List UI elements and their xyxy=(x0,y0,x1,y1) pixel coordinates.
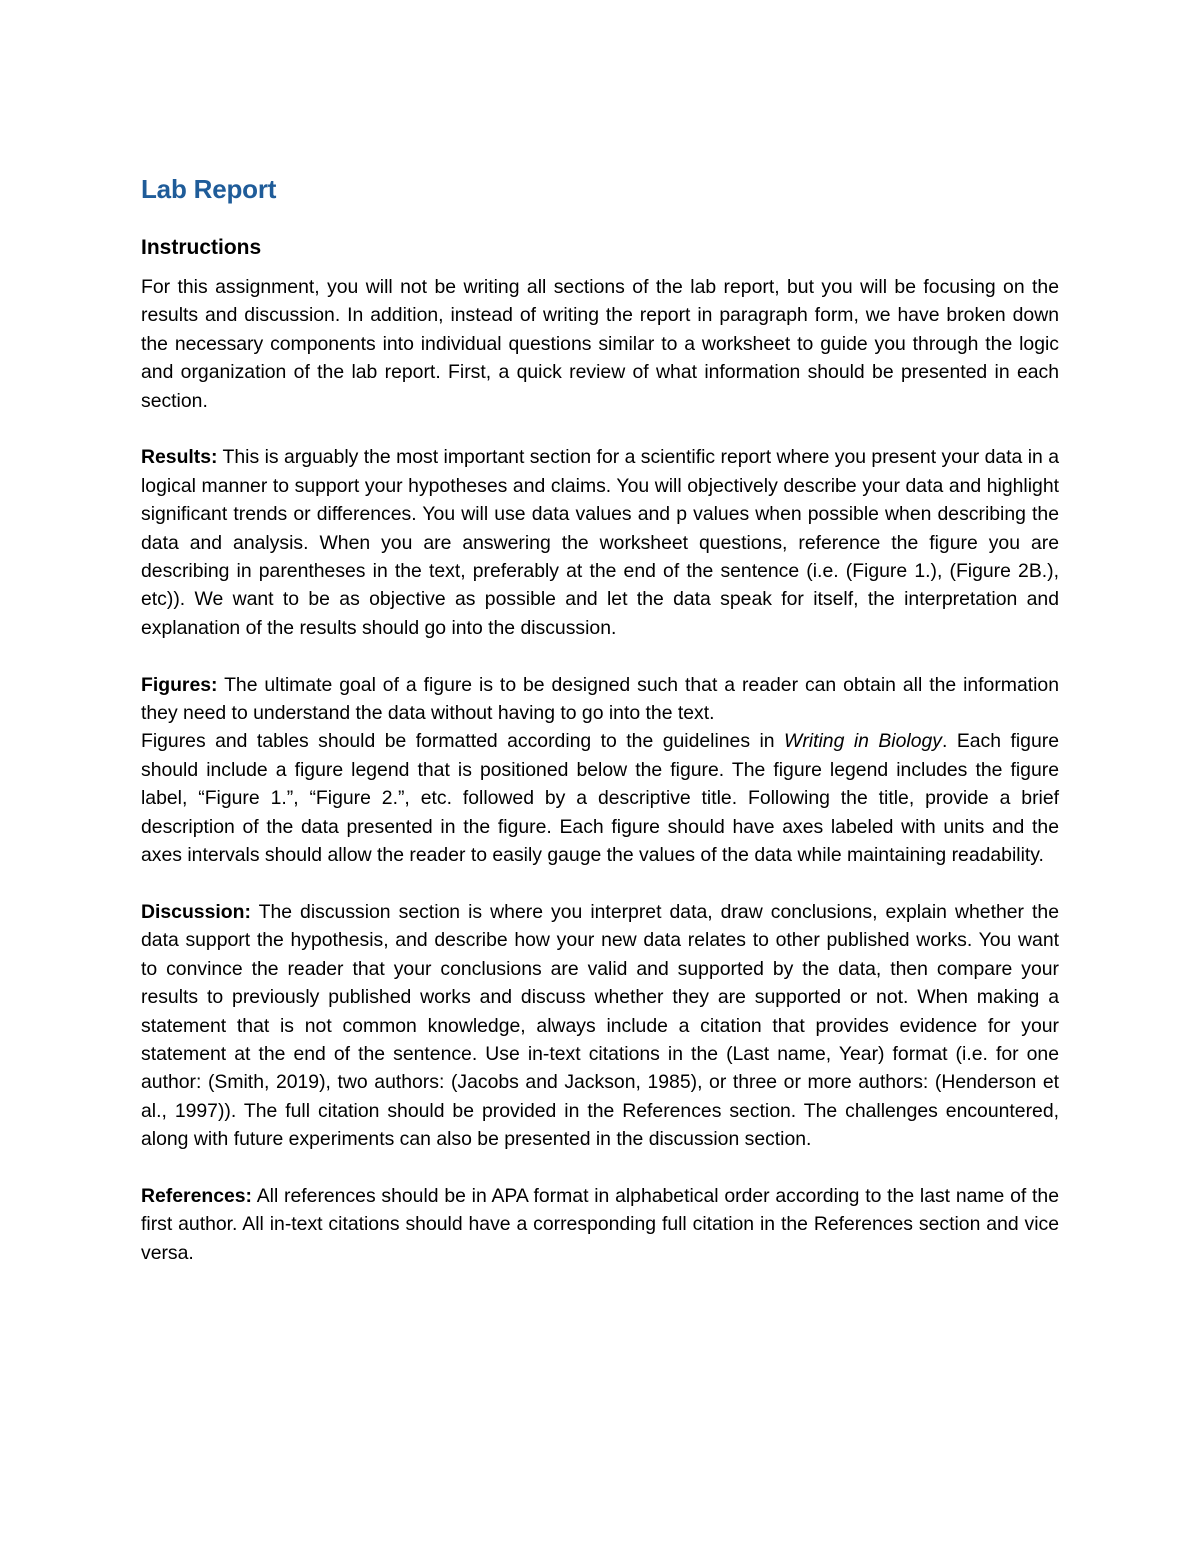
figures-guidelines-text-before: Figures and tables should be formatted according to the guidelines in xyxy=(141,730,785,753)
figures-paragraph xyxy=(141,671,1059,728)
paragraph-spacer xyxy=(141,870,1059,898)
document-title: Lab Report xyxy=(141,174,277,204)
paragraph-spacer xyxy=(141,415,1059,443)
discussion-paragraph xyxy=(141,898,1059,1154)
instructions-heading: Instructions xyxy=(141,236,262,259)
references-text: All references should be in APA format in alphabetical order according to the last name of the first author. All in-text citations should have a corresponding full citation in the References section and vice versa. xyxy=(141,1184,1059,1264)
figures-text: The ultimate goal of a figure is to be designed such that a reader can obtain all the information they need to understand the data without having to go into the text. xyxy=(141,673,1059,725)
discussion-text: The discussion section is where you interpret data, draw conclusions, explain whether the data support the hypothesis, and describe how your new data relates to other published works. You want to convince the reader that your conclusions are valid and supported by the data, then compare your results to previously published works and discuss whether they are supported or not. When making a statement that is not common knowledge, always include a citation that provides evidence for your statement at the end of the sentence. Use in-text citations in the (Last name, Year) format (i.e. for one author: (Smith, 2019), two authors: (Jacobs and Jackson, 1985), or three or more authors: (Henderson et al., 1997)). The full citation should be provided in the References section. The challenges encountered, along with future experiments can also be presented in the discussion section. xyxy=(141,900,1059,1151)
references-label: References: xyxy=(141,1184,253,1207)
results-text: This is arguably the most important section for a scientific report where you present your data in a logical manner to support your hypotheses and claims. You will objectively describe your data and highlight significant trends or differences. You will use data values and p values when possible when describing the data and analysis. When you are answering the worksheet questions, reference the figure you are describing in parentheses in the text, preferably at the end of the sentence (i.e. (Figure 1.), (Figure 2B.), etc)). We want to be as objective as possible and let the data speak for itself, the interpretation and explanation of the results should go into the discussion. xyxy=(141,446,1059,639)
discussion-label: Discussion: xyxy=(141,900,251,923)
paragraph-spacer xyxy=(141,642,1059,670)
figures-guidelines-text-after: . Each figure should include a figure legend that is positioned below the figure. The figure legend includes the figure label, “Figure 1.”, “Figure 2.”, etc. followed by a descriptive title. Following the title, provide a brief description of the data presented in the figure. Each figure should have axes labeled with units and the axes intervals should allow the reader to easily gauge the values of the data while maintaining readability. xyxy=(141,730,1059,867)
figures-label: Figures: xyxy=(141,673,218,696)
paragraph-spacer xyxy=(141,1154,1059,1182)
document-page xyxy=(141,170,1059,1267)
results-label: Results: xyxy=(141,446,218,469)
references-paragraph xyxy=(141,1182,1059,1267)
figures-guidelines-paragraph xyxy=(141,727,1059,869)
instructions-paragraph: For this assignment, you will not be writing all sections of the lab report, but you will be focusing on the results and discussion. In addition, instead of writing the report in paragraph form, we have broken down the necessary components into individual questions similar to a worksheet to guide you through the logic and organization of the lab report. First, a quick review of what information should be presented in each section. xyxy=(141,276,1059,412)
book-title: Writing in Biology xyxy=(784,730,942,753)
results-paragraph xyxy=(141,443,1059,642)
